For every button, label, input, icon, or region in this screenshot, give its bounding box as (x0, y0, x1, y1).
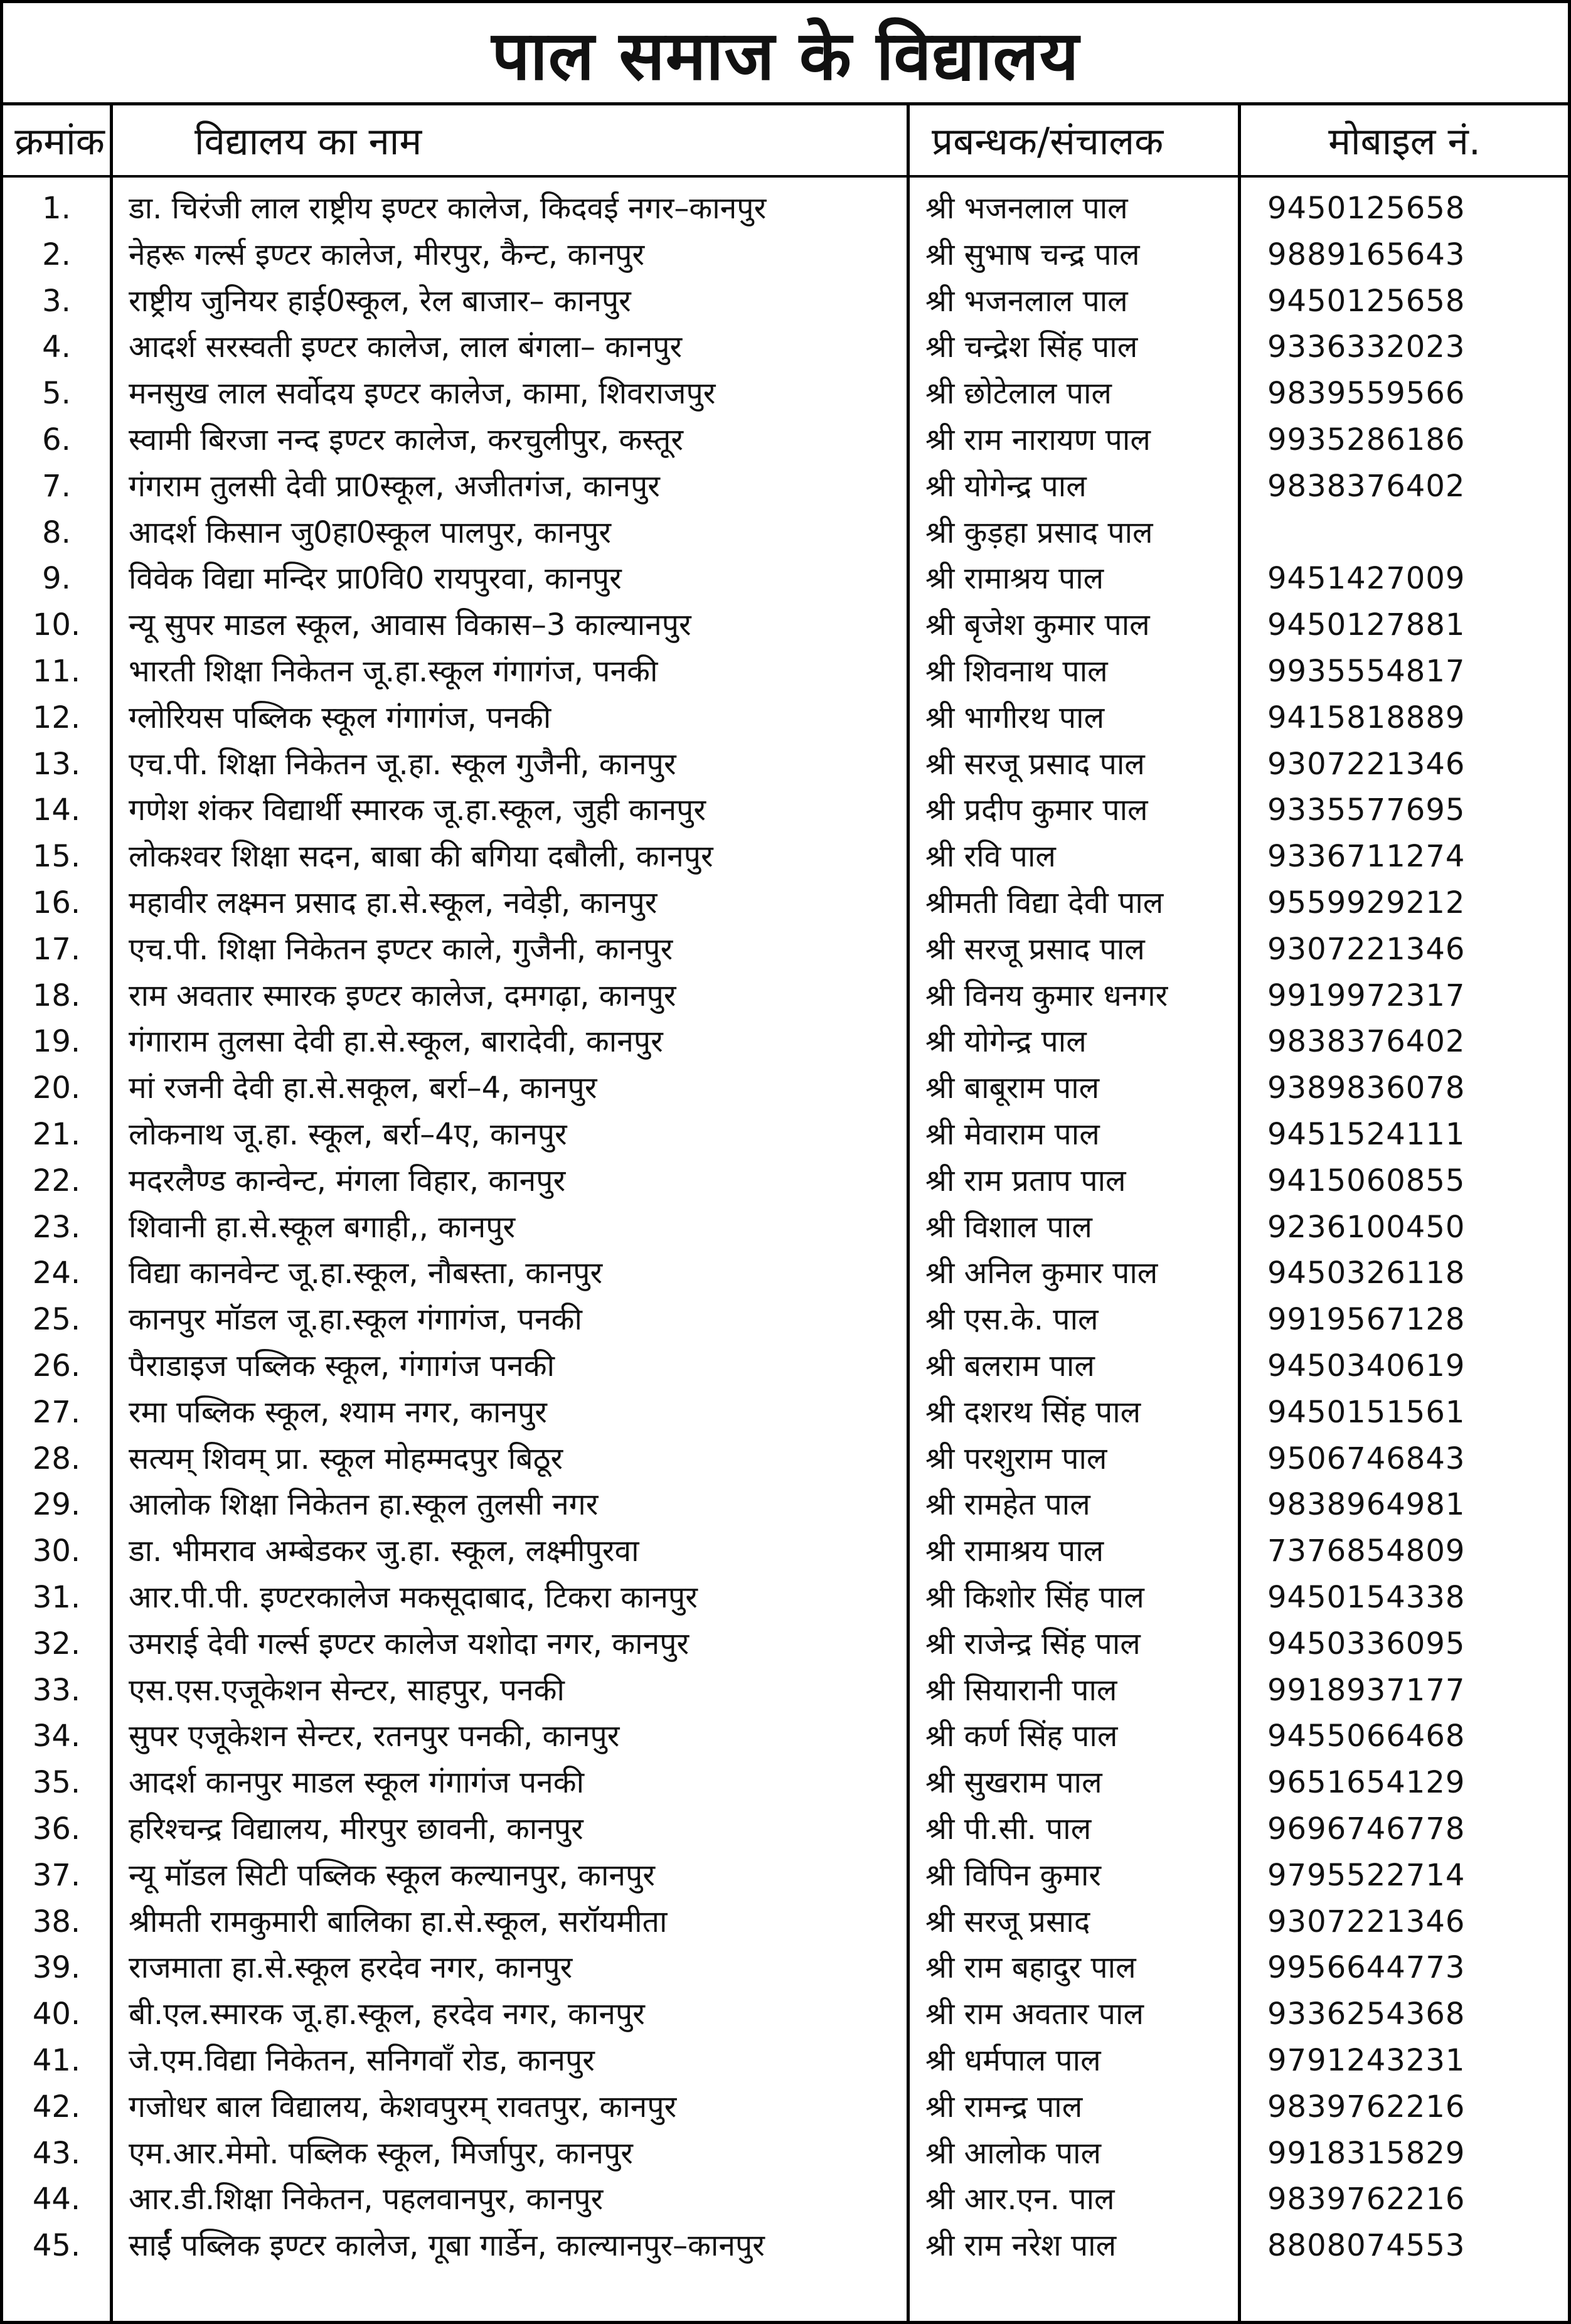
school-name: रमा पब्लिक स्कूल, श्याम नगर, कानपुर (129, 1394, 547, 1430)
manager-name: श्री शिवनाथ पाल (925, 654, 1108, 689)
mobile-number: 9839762216 (1267, 2089, 1466, 2124)
manager-name: श्री राम नरेश पाल (925, 2228, 1117, 2264)
school-name: मां रजनी देवी हा.से.सकूल, बर्रा–4, कानपुर (129, 1070, 597, 1106)
serial-number: 10. (32, 607, 81, 643)
table-row (3, 2176, 1568, 2222)
mobile-number: 9506746843 (1267, 1441, 1466, 1476)
serial-number: 3. (42, 283, 71, 319)
manager-name: श्री बलराम पाल (925, 1348, 1095, 1383)
table-row (3, 2084, 1568, 2130)
school-name: गणेश शंकर विद्यार्थी स्मारक जू.हा.स्कूल, जुही कानपुर (129, 792, 706, 828)
table-row (3, 1621, 1568, 1667)
mobile-number: 9307221346 (1267, 746, 1466, 782)
serial-number: 16. (32, 885, 81, 920)
serial-number: 43. (32, 2135, 81, 2171)
table-row (3, 602, 1568, 648)
school-name: स्वामी बिरजा नन्द इण्टर कालेज, करचुलीपुर, कस्तूर (129, 422, 683, 457)
header-serial: क्रमांक (14, 120, 105, 164)
school-name: डा. भीमराव अम्बेडकर जु.हा. स्कूल, लक्ष्मीपुरवा (129, 1533, 639, 1569)
school-name: ग्लोरियस पब्लिक स्कूल गंगागंज, पनकी (129, 700, 551, 735)
table-row (3, 787, 1568, 833)
table-row (3, 2222, 1568, 2269)
manager-name: श्री सरजू प्रसाद पाल (925, 746, 1145, 782)
table-row (3, 926, 1568, 973)
mobile-number: 9838376402 (1267, 1024, 1466, 1060)
serial-number: 36. (32, 1811, 81, 1847)
serial-number: 34. (32, 1719, 81, 1754)
serial-number: 18. (32, 978, 81, 1013)
table-row (3, 1158, 1568, 1204)
serial-number: 26. (32, 1348, 81, 1383)
manager-name: श्री प्रदीप कुमार पाल (925, 792, 1148, 828)
manager-name: श्री बाबूराम पाल (925, 1070, 1100, 1106)
serial-number: 32. (32, 1626, 81, 1661)
mobile-number: 9795522714 (1267, 1857, 1466, 1893)
manager-name: श्री भागीरथ पाल (925, 700, 1105, 735)
manager-name: श्री रामाश्रय पाल (925, 1533, 1104, 1569)
serial-number: 37. (32, 1857, 81, 1893)
manager-name: श्री सुभाष चन्द्र पाल (925, 237, 1140, 272)
mobile-number: 9450326118 (1267, 1255, 1466, 1291)
manager-name: श्री भजनलाल पाल (925, 283, 1128, 319)
manager-name: श्री दशरथ सिंह पाल (925, 1394, 1141, 1430)
table-row (3, 1481, 1568, 1528)
serial-number: 39. (32, 1950, 81, 1986)
school-name: सत्यम् शिवम् प्रा. स्कूल मोहम्मदपुर बिठूर (129, 1441, 563, 1476)
mobile-number: 9935554817 (1267, 654, 1466, 689)
mobile-number: 9791243231 (1267, 2043, 1466, 2078)
school-name: एच.पी. शिक्षा निकेतन इण्टर काले, गुजैनी, कानपुर (129, 931, 673, 967)
table-row (3, 1389, 1568, 1436)
mobile-number: 9838964981 (1267, 1487, 1466, 1523)
mobile-number: 9451427009 (1267, 561, 1466, 597)
manager-name: श्री एस.के. पाल (925, 1302, 1099, 1338)
school-name: महावीर लक्ष्मन प्रसाद हा.से.स्कूल, नवेड़ी, कानपुर (129, 885, 658, 920)
table-row (3, 1528, 1568, 1574)
table-row (3, 1944, 1568, 1991)
mobile-number: 9918937177 (1267, 1672, 1466, 1708)
manager-name: श्री रामहेत पाल (925, 1487, 1090, 1523)
mobile-number: 9450336095 (1267, 1626, 1466, 1661)
mobile-number: 9918315829 (1267, 2135, 1466, 2171)
mobile-number: 9838376402 (1267, 468, 1466, 504)
serial-number: 8. (42, 514, 71, 550)
school-name: आदर्श कानपुर माडल स्कूल गंगागंज पनकी (129, 1765, 585, 1801)
manager-name: श्री किशोर सिंह पाल (925, 1580, 1144, 1615)
school-name: गंगराम तुलसी देवी प्रा0स्कूल, अजीतगंज, कानपुर (129, 468, 660, 504)
school-name: विद्या कानवेन्ट जू.हा.स्कूल, नौबस्ता, कानपुर (129, 1255, 603, 1291)
manager-name: श्री सुखराम पाल (925, 1765, 1102, 1801)
mobile-number: 9336332023 (1267, 329, 1466, 365)
school-name: भारती शिक्षा निकेतन जू.हा.स्कूल गंगागंज, पनकी (129, 654, 658, 689)
table-row (3, 1667, 1568, 1714)
mobile-number: 9307221346 (1267, 1904, 1466, 1939)
mobile-number: 9839559566 (1267, 376, 1466, 412)
school-name: पैराडाइज पब्लिक स्कूल, गंगागंज पनकी (129, 1348, 555, 1383)
manager-name: श्री राजेन्द्र सिंह पाल (925, 1626, 1141, 1661)
table-row (3, 1991, 1568, 2037)
manager-name: श्री सरजू प्रसाद (925, 1904, 1090, 1939)
mobile-number: 9935286186 (1267, 422, 1466, 457)
school-name: आलोक शिक्षा निकेतन हा.स्कूल तुलसी नगर (129, 1487, 599, 1523)
mobile-number: 9956644773 (1267, 1950, 1466, 1986)
table-row (3, 1111, 1568, 1158)
school-name: मनसुख लाल सर्वोदय इण्टर कालेज, कामा, शिवराजपुर (129, 376, 716, 412)
table-row (3, 1204, 1568, 1250)
manager-name: श्री परशुराम पाल (925, 1441, 1107, 1476)
serial-number: 25. (32, 1302, 81, 1338)
mobile-number: 9450340619 (1267, 1348, 1466, 1383)
table-row (3, 741, 1568, 787)
mobile-number: 9450125658 (1267, 283, 1466, 319)
table-row (3, 555, 1568, 602)
mobile-number: 9450151561 (1267, 1394, 1466, 1430)
table-row (3, 1343, 1568, 1389)
school-name: आर.पी.पी. इण्टरकालेज मकसूदाबाद, टिकरा कानपुर (129, 1580, 698, 1615)
manager-name: श्रीमती विद्या देवी पाल (925, 885, 1164, 920)
manager-name: श्री छोटेलाल पाल (925, 376, 1112, 412)
table-row (3, 1436, 1568, 1482)
school-name: जे.एम.विद्या निकेतन, सनिगवाँ रोड, कानपुर (129, 2043, 595, 2078)
manager-name: श्री विशाल पाल (925, 1209, 1092, 1245)
mobile-number: 9307221346 (1267, 931, 1466, 967)
manager-name: श्री भजनलाल पाल (925, 191, 1128, 226)
serial-number: 15. (32, 839, 81, 875)
manager-name: श्री राम अवतार पाल (925, 1996, 1144, 2032)
manager-name: श्री कर्ण सिंह पाल (925, 1719, 1118, 1754)
school-name: न्यू सुपर माडल स्कूल, आवास विकास–3 काल्यानपुर (129, 607, 691, 643)
table-row (3, 1296, 1568, 1343)
school-name: विवेक विद्या मन्दिर प्रा0वि0 रायपुरवा, कानपुर (129, 561, 622, 597)
table-row (3, 185, 1568, 232)
table-row (3, 232, 1568, 278)
mobile-number: 9336254368 (1267, 1996, 1466, 2032)
school-name: न्यू मॉडल सिटी पब्लिक स्कूल कल्यानपुर, कानपुर (129, 1857, 655, 1893)
school-name: गंगाराम तुलसा देवी हा.से.स्कूल, बारादेवी, कानपुर (129, 1024, 663, 1060)
manager-name: श्री योगेन्द्र पाल (925, 468, 1087, 504)
table-row (3, 1065, 1568, 1111)
mobile-number: 9389836078 (1267, 1070, 1466, 1106)
mobile-number: 7376854809 (1267, 1533, 1466, 1569)
table-row (3, 417, 1568, 463)
manager-name: श्री रामन्द्र पाल (925, 2089, 1083, 2124)
mobile-number: 9335577695 (1267, 792, 1466, 828)
manager-name: श्री रामाश्रय पाल (925, 561, 1104, 597)
header-school-name: विद्यालय का नाम (194, 120, 422, 164)
serial-number: 24. (32, 1255, 81, 1291)
manager-name: श्री धर्मपाल पाल (925, 2043, 1101, 2078)
school-name: राम अवतार स्मारक इण्टर कालेज, दमगढ़ा, कानपुर (129, 978, 676, 1013)
serial-number: 21. (32, 1117, 81, 1152)
table-row (3, 1806, 1568, 1852)
table-row (3, 509, 1568, 556)
manager-name: श्री चन्द्रेश सिंह पाल (925, 329, 1138, 365)
serial-number: 11. (32, 654, 81, 689)
manager-name: श्री सरजू प्रसाद पाल (925, 931, 1145, 967)
serial-number: 28. (32, 1441, 81, 1476)
mobile-number: 9236100450 (1267, 1209, 1466, 1245)
table-row (3, 2130, 1568, 2177)
serial-number: 41. (32, 2043, 81, 2078)
mobile-number: 9450125658 (1267, 191, 1466, 226)
serial-number: 1. (42, 191, 71, 226)
school-name: बी.एल.स्मारक जू.हा.स्कूल, हरदेव नगर, कानपुर (129, 1996, 645, 2032)
manager-name: श्री मेवाराम पाल (925, 1117, 1100, 1152)
table-row (3, 973, 1568, 1019)
school-name: उमराई देवी गर्ल्स इण्टर कालेज यशोदा नगर, कानपुर (129, 1626, 690, 1661)
table-row (3, 833, 1568, 880)
serial-number: 2. (42, 237, 71, 272)
serial-number: 30. (32, 1533, 81, 1569)
header-manager: प्रबन्धक/संचालक (932, 120, 1164, 164)
mobile-number: 9450127881 (1267, 607, 1466, 643)
manager-name: श्री विपिन कुमार (925, 1857, 1102, 1893)
serial-number: 42. (32, 2089, 81, 2124)
school-name: राजमाता हा.से.स्कूल हरदेव नगर, कानपुर (129, 1950, 573, 1986)
manager-name: श्री अनिल कुमार पाल (925, 1255, 1158, 1291)
serial-number: 20. (32, 1070, 81, 1106)
table-row (3, 880, 1568, 926)
mobile-number: 9336711274 (1267, 839, 1466, 875)
mobile-number: 9450154338 (1267, 1580, 1466, 1615)
school-name: साईं पब्लिक इण्टर कालेज, गूबा गार्डेन, काल्यानपुर–कानपुर (129, 2228, 765, 2264)
school-name: शिवानी हा.से.स्कूल बगाही,, कानपुर (129, 1209, 516, 1245)
manager-name: श्री आर.एन. पाल (925, 2182, 1115, 2217)
table-row (3, 1250, 1568, 1296)
mobile-number: 9651654129 (1267, 1765, 1466, 1801)
table-row (3, 1018, 1568, 1065)
manager-name: श्री राम नारायण पाल (925, 422, 1151, 457)
serial-number: 31. (32, 1580, 81, 1615)
serial-number: 22. (32, 1163, 81, 1198)
school-name: कानपुर मॉडल जू.हा.स्कूल गंगागंज, पनकी (129, 1302, 582, 1338)
header-mobile: मोबाइल नं. (1328, 120, 1481, 164)
mobile-number: 9696746778 (1267, 1811, 1466, 1847)
mobile-number: 9559929212 (1267, 885, 1466, 920)
mobile-number: 9455066468 (1267, 1719, 1466, 1754)
serial-number: 5. (42, 376, 71, 412)
mobile-number: 8808074553 (1267, 2228, 1466, 2264)
mobile-number: 9919567128 (1267, 1302, 1466, 1338)
serial-number: 13. (32, 746, 81, 782)
header-divider (3, 175, 1568, 178)
school-name: डा. चिरंजी लाल राष्ट्रीय इण्टर कालेज, किदवई नगर–कानपुर (129, 191, 767, 226)
serial-number: 7. (42, 468, 71, 504)
school-name: सुपर एजूकेशन सेन्टर, रतनपुर पनकी, कानपुर (129, 1719, 620, 1754)
manager-name: श्री कुड़हा प्रसाद पाल (925, 514, 1153, 550)
table-row (3, 1713, 1568, 1759)
school-name: राष्ट्रीय जुनियर हाई0स्कूल, रेल बाजार– कानपुर (129, 283, 631, 319)
table-row (3, 1899, 1568, 1945)
serial-number: 35. (32, 1765, 81, 1801)
serial-number: 6. (42, 422, 71, 457)
table-row (3, 463, 1568, 509)
table-row (3, 324, 1568, 370)
school-name: एच.पी. शिक्षा निकेतन जू.हा. स्कूल गुजैनी, कानपुर (129, 746, 676, 782)
mobile-number: 9415818889 (1267, 700, 1466, 735)
serial-number: 44. (32, 2182, 81, 2217)
serial-number: 27. (32, 1394, 81, 1430)
table-row (3, 370, 1568, 417)
manager-name: श्री आलोक पाल (925, 2135, 1102, 2171)
manager-name: श्री राम प्रताप पाल (925, 1163, 1126, 1198)
manager-name: श्री सियारानी पाल (925, 1672, 1117, 1708)
serial-number: 14. (32, 792, 81, 828)
mobile-number: 9889165643 (1267, 237, 1466, 272)
table-row (3, 648, 1568, 695)
serial-number: 45. (32, 2228, 81, 2264)
mobile-number: 9451524111 (1267, 1117, 1466, 1152)
mobile-number: 9839762216 (1267, 2182, 1466, 2217)
mobile-number: 9919972317 (1267, 978, 1466, 1013)
school-name: गजोधर बाल विद्यालय, केशवपुरम् रावतपुर, कानपुर (129, 2089, 677, 2124)
serial-number: 9. (42, 561, 71, 597)
school-name: आर.डी.शिक्षा निकेतन, पहलवानपुर, कानपुर (129, 2182, 604, 2217)
serial-number: 38. (32, 1904, 81, 1939)
school-name: नेहरू गर्ल्स इण्टर कालेज, मीरपुर, कैन्ट, कानपुर (129, 237, 645, 272)
table-row (3, 278, 1568, 324)
manager-name: श्री बृजेश कुमार पाल (925, 607, 1150, 643)
table-row (3, 1852, 1568, 1899)
serial-number: 4. (42, 329, 71, 365)
manager-name: श्री रवि पाल (925, 839, 1056, 875)
serial-number: 17. (32, 931, 81, 967)
serial-number: 40. (32, 1996, 81, 2032)
manager-name: श्री राम बहादुर पाल (925, 1950, 1136, 1986)
serial-number: 33. (32, 1672, 81, 1708)
manager-name: श्री योगेन्द्र पाल (925, 1024, 1087, 1060)
school-name: एस.एस.एजूकेशन सेन्टर, साहपुर, पनकी (129, 1672, 565, 1708)
table-row (3, 2037, 1568, 2084)
page-title: पाल समाज के विद्यालय (3, 3, 1568, 105)
school-name: मदरलैण्ड कान्वेन्ट, मंगला विहार, कानपुर (129, 1163, 566, 1198)
manager-name: श्री विनय कुमार धनगर (925, 978, 1168, 1013)
serial-number: 19. (32, 1024, 81, 1060)
school-name: लोकनाथ जू.हा. स्कूल, बर्रा–4ए, कानपुर (129, 1117, 567, 1152)
school-name: श्रीमती रामकुमारी बालिका हा.से.स्कूल, सरॉयमीता (129, 1904, 668, 1939)
school-name: लोकश्वर शिक्षा सदन, बाबा की बगिया दबौली, कानपुर (129, 839, 713, 875)
table-row (3, 1759, 1568, 1806)
school-name: हरिश्चन्द्र विद्यालय, मीरपुर छावनी, कानपुर (129, 1811, 583, 1847)
school-name: आदर्श सरस्वती इण्टर कालेज, लाल बंगला– कानपुर (129, 329, 683, 365)
manager-name: श्री पी.सी. पाल (925, 1811, 1092, 1847)
serial-number: 29. (32, 1487, 81, 1523)
serial-number: 23. (32, 1209, 81, 1245)
serial-number: 12. (32, 700, 81, 735)
school-name: आदर्श किसान जु0हा0स्कूल पालपुर, कानपुर (129, 514, 611, 550)
school-name: एम.आर.मेमो. पब्लिक स्कूल, मिर्जापुर, कानपुर (129, 2135, 633, 2171)
table-row (3, 1574, 1568, 1621)
table-row (3, 695, 1568, 741)
mobile-number: 9415060855 (1267, 1163, 1466, 1198)
